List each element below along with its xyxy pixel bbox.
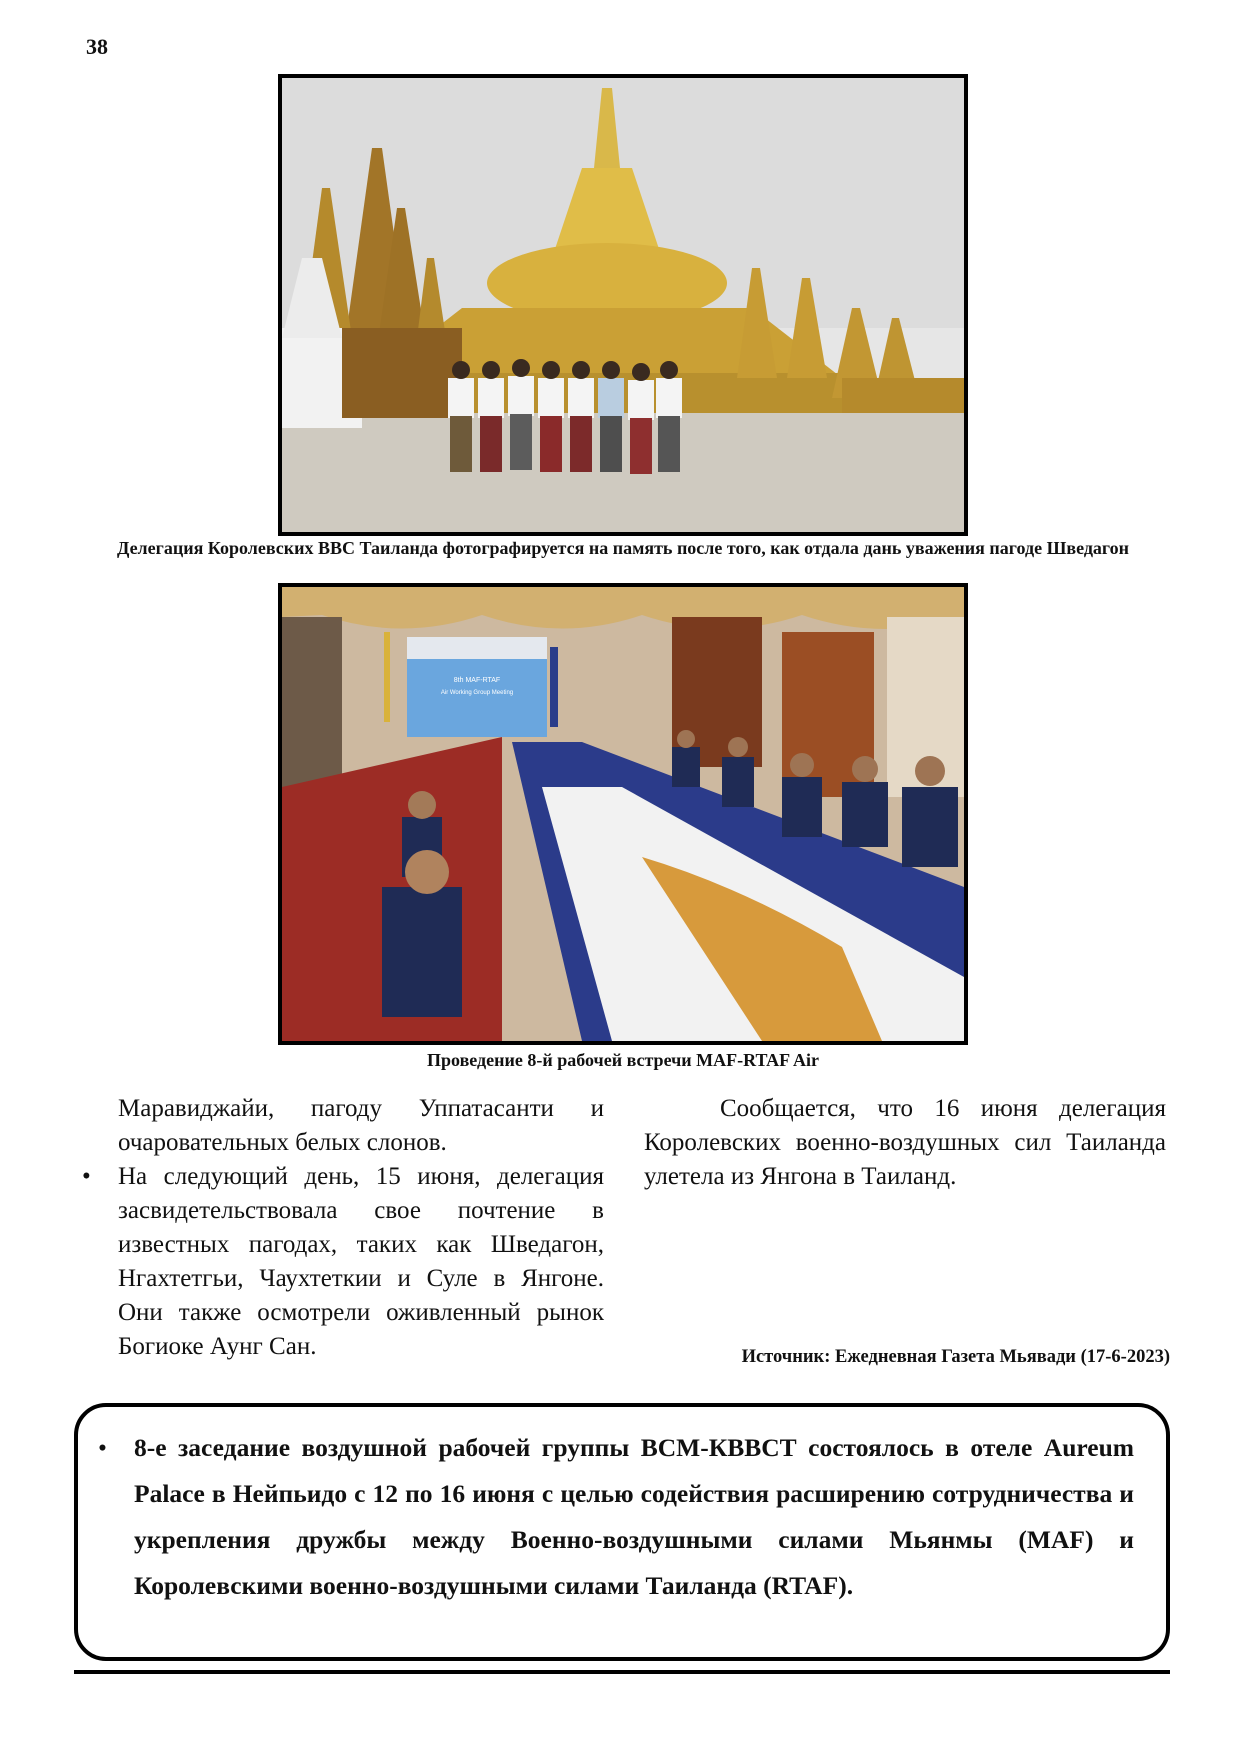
screen-text-line2: Air Working Group Meeting: [440, 690, 514, 696]
photo2-caption: Проведение 8-й рабочей встречи MAF-RTAF Air: [427, 1050, 819, 1070]
highlight-item: [98, 1425, 1134, 1609]
bottom-divider: [74, 1670, 1170, 1674]
meeting-photo-illustration: [282, 587, 964, 1041]
highlight-box: [74, 1403, 1170, 1661]
meeting-photo: [278, 583, 968, 1045]
source-citation: Источник: Ежедневная Газета Мьявади (17-6-2023): [741, 1347, 1170, 1367]
left-bullet-text: На следующий день, 15 июня, делегация засвидетельствовала свое почтение в известных пагодах, таких как Шведагон, Нгахтетгьи, Чаухтеткии и Суле в Янгоне. Они также осмотрели оживленный рынок Богиоке Аунг Сан.: [118, 1163, 604, 1360]
page-number: 38: [86, 34, 108, 59]
pagoda-group-photo: [278, 74, 968, 536]
highlight-text: 8-е заседание воздушной рабочей группы ВСМ-КВВСТ состоялось в отеле Aureum Palace в Нейпьидо с 12 по 16 июня с целью содействия расширению сотрудничества и укрепления дружбы между Военно-воздушными силами Мьянмы (MAF) и Королевскими военно-воздушными силами Таиланда (RTAF).: [134, 1433, 1134, 1600]
bullet-icon: •: [82, 1163, 91, 1190]
left-bullet-item: [82, 1160, 604, 1364]
right-paragraph: Сообщается, что 16 июня делегация Королевских военно-воздушных сил Таиланда улетела из Янгона в Таиланд.: [644, 1095, 1166, 1190]
photo1-caption: Делегация Королевских ВВС Таиланда фотографируется на память после того, как отдала дань уважения пагоде Шведагон: [116, 538, 1130, 558]
pagoda-photo-illustration: [282, 78, 964, 532]
bullet-icon: •: [98, 1433, 107, 1462]
left-paragraph: Маравиджайи, пагоду Уппатасанти и очаровательных белых слонов.: [118, 1095, 604, 1156]
screen-text-line1: 8th MAF-RTAF: [453, 677, 501, 684]
left-column: [82, 1092, 604, 1364]
